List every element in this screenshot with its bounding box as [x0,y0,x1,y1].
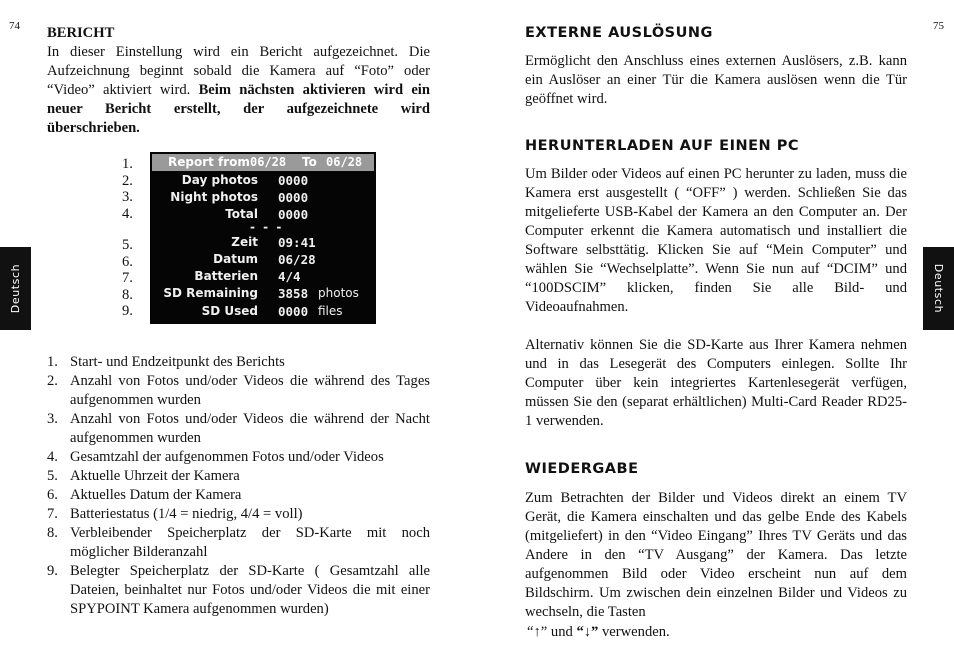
report-row-zeit [150,234,376,251]
left-page-intro [47,24,430,138]
section-heading: HERUNTERLADEN AUF EINEN PC [525,138,799,154]
arrow-line-tail: verwenden. [598,624,670,640]
report-row-value: 09:41 [278,235,316,250]
list-item-text: Anzahl von Fotos und/oder Videos die während des Tages aufgenommen wurden [70,373,430,408]
list-item-text: Start- und Endzeitpunkt des Berichts [70,354,285,370]
report-number-gap [122,222,133,237]
report-row-value: 0000 [278,304,309,319]
language-tab-left [0,247,31,330]
report-row-day-photos [150,172,376,189]
list-item [47,353,430,372]
report-row-value: 4/4 [278,269,301,284]
list-item-number: 9. [47,563,58,579]
report-to-date: 06/28 [326,155,363,169]
list-item-text: Aktuelles Datum der Kamera [70,487,242,503]
report-from-date: 06/28 [250,155,287,169]
list-item-number: 6. [47,487,58,503]
report-row-label: SD Used [201,304,258,318]
page-number-right: 75 [933,20,944,32]
language-tab-label: Deutsch [932,263,946,314]
report-number: 6. [122,253,133,270]
quote-mark: “ [527,624,534,640]
list-item-text: Gesamtzahl der aufgenommen Fotos und/oder Videos [70,449,384,465]
camera-report-screen [150,152,376,324]
list-item [47,562,430,619]
report-row-label: Night photos [170,190,258,204]
section-paragraph: Alternativ können Sie die SD-Karte aus Ihrer Kamera nehmen und in das Lesegerät des Computers einlegen. Sollte Ihr Computer über kein integriertes Kartenlesegerät verfügen, müssen Sie den (separat erhältlichen) Multi-Card Reader RD25-1 verwenden. [525,337,907,429]
report-row-sd-remaining [150,285,376,302]
list-item-number: 4. [47,449,58,465]
report-row-unit: files [318,304,343,318]
report-row-sd-used [150,303,376,320]
report-row-label: Day photos [181,173,258,187]
section-heading-bericht: BERICHT [47,25,115,41]
report-row-datum [150,251,376,268]
section-paragraph: Um Bilder oder Videos auf einen PC herunter zu laden, muss die Kamera erst ausgestellt ( “OFF” ) werden. Schließen Sie das mitgelieferte USB-Kabel der Kamera an den Computer an. Der Computer erkennt die Kamera automatisch und installiert die Software selbsttätig. Klicken Sie auf “Mein Computer” und wählen Sie “Wechselplatte”. Wenn Sie nun auf “DCIM” und “100DSCIM” klicken, finden Sie alle Bild- und Videoaufnahmen. [525,166,907,315]
list-item-number: 1. [47,354,58,370]
list-item-number: 3. [47,411,58,427]
report-number: 7. [122,270,133,286]
up-arrow-icon: ↑ [533,624,541,640]
report-row-batterien [150,268,376,285]
bericht-intro-text: In dieser Einstellung wird ein Bericht aufgezeichnet. Die Aufzeichnung beginnt sobald die Kamera auf “Foto” oder “Video” aktiviert wird. [47,44,430,98]
report-row-label: Total [225,207,258,221]
section-heading: EXTERNE AUSLÖSUNG [525,25,713,41]
list-item-number: 2. [47,373,58,389]
report-row-unit: photos [318,286,359,300]
list-item [47,524,430,562]
list-item [47,448,430,467]
report-from-label: Report from [168,155,250,169]
report-row-night-photos [150,189,376,206]
report-number: 9. [122,303,133,319]
report-to-label: To [302,155,317,169]
section-wiedergabe [525,460,907,622]
list-item-text: Verbleibender Speicherplatz der SD-Karte mit noch möglicher Bilderanzahl [70,525,430,560]
arrow-keys-line [527,624,670,641]
list-item-text: Anzahl von Fotos und/oder Videos die während der Nacht aufgenommen wurden [70,411,430,446]
report-separator: - - - [250,220,284,234]
report-row-label: SD Remaining [163,286,258,300]
list-item [47,372,430,410]
list-item [47,486,430,505]
list-item-number: 8. [47,525,58,541]
report-number-column [122,156,133,320]
list-item-number: 7. [47,506,58,522]
report-number: 8. [122,286,133,303]
report-legend-list [47,353,430,619]
report-row-value: 06/28 [278,252,316,267]
list-item [47,410,430,448]
report-number: 3. [122,189,133,205]
section-herunterladen [525,137,907,431]
report-row-value: 0000 [278,207,309,222]
quote-mark: “ [576,624,584,640]
list-item [47,505,430,524]
page-number-left: 74 [9,20,20,32]
list-item-text: Belegter Speicherplatz der SD-Karte ( Gesamtzahl alle Dateien, beinhaltet nur Fotos und/oder Videos die mit einer SPYPOINT Kamera aufgenommen wurden) [70,563,430,617]
bericht-intro-paragraph [47,43,430,138]
section-externe-ausloesung [525,24,907,109]
report-row-value: 0000 [278,173,309,188]
list-item-text: Batteriestatus (1/4 = niedrig, 4/4 = voll) [70,506,303,522]
report-row-value: 3858 [278,286,309,301]
report-row-value: 0000 [278,190,309,205]
list-item-number: 5. [47,468,58,484]
language-tab-label: Deutsch [9,263,23,314]
report-number: 2. [122,172,133,189]
report-number: 5. [122,237,133,253]
report-number: 1. [122,156,133,172]
report-row-label: Batterien [194,269,258,283]
quote-mark: ” [591,624,599,640]
arrow-line-mid: ” und [540,624,577,640]
list-item-text: Aktuelle Uhrzeit der Kamera [70,468,240,484]
bericht-intro-bold: Beim nächsten aktivieren wird ein neuer Bericht erstellt, der aufgezeichnete wird überschrieben. [47,82,430,136]
section-paragraph: Ermöglicht den Anschluss eines externen Auslösers, z.B. kann ein Auslöser an einer Tür die Kamera auslösen wenn die Tür geöffnet wird. [525,53,907,107]
report-row-label: Datum [213,252,258,266]
language-tab-right [923,247,954,330]
report-row-label: Zeit [231,235,258,249]
section-heading: WIEDERGABE [525,461,639,477]
down-arrow-icon: ↓ [583,624,592,640]
section-paragraph: Zum Betrachten der Bilder und Videos direkt an einem TV Gerät, die Kamera einschalten und das gelbe Ende des Kabels (mitgeliefert) in den “Video Eingang” Ihres TV Geräts und das Andere in den “TV Ausgang” der Kamera. Das letzte aufgenommen Bild oder Video erscheint nun auf dem Bildschirm. Um zwischen dein einzelnen Bilder und Videos zu wechseln, die Tasten [525,490,907,620]
list-item [47,467,430,486]
report-number: 4. [122,205,133,222]
report-header-row [152,154,374,171]
